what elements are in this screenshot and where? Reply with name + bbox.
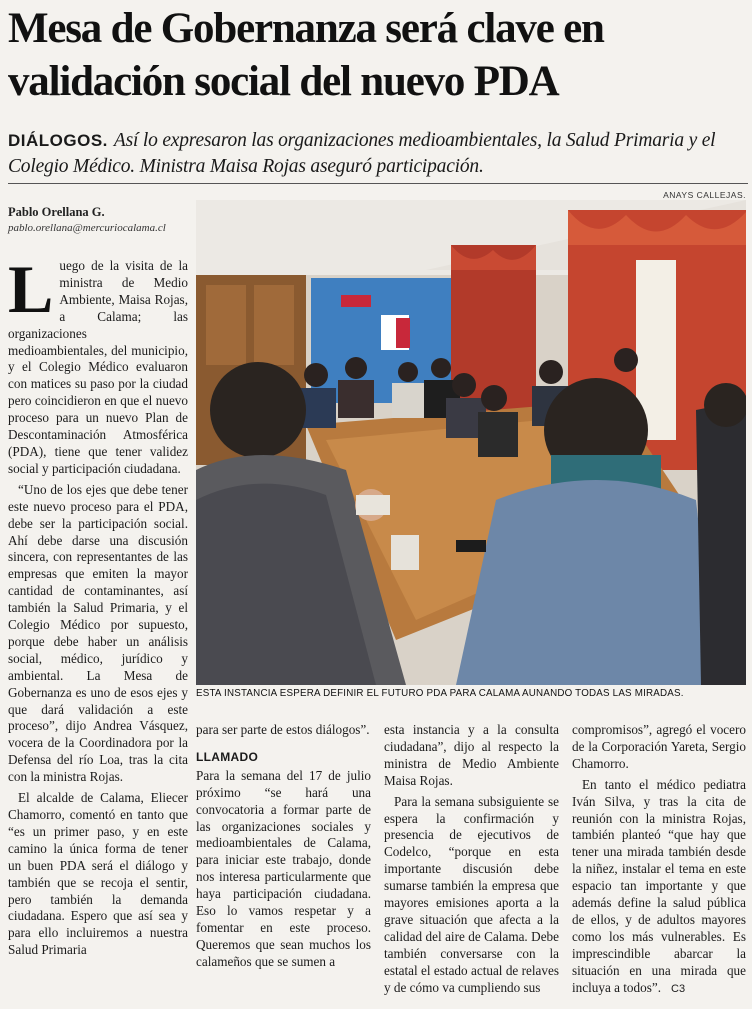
article-paragraph: compromisos”, agregó el vocero de la Corporación Yareta, Sergio Chamorro. — [572, 722, 746, 771]
article-paragraph — [8, 251, 188, 478]
article-column-2 — [196, 722, 371, 975]
headline-line-1: Mesa de Gobernanza será clave en — [8, 5, 604, 52]
article-paragraph-text: En tanto el médico pediatra Iván Silva, y tras la cita de reunión con la ministra Rojas, también planteó “que hay que tener una mirada también desde la niñez, instalar el tema en este espacio tan importante y que además define la salud pública de ellos, y de adultos mayores como los más vulnerables. Es imprescindible abarcar la situación en una mirada que incluya a todos”. — [572, 776, 746, 995]
subhead: LLAMADO — [196, 749, 259, 764]
photo-caption: ESTA INSTANCIA ESPERA DEFINIR EL FUTURO PDA PARA CALAMA AUNANDO TODAS LAS MIRADAS. — [196, 688, 684, 699]
article-paragraph: Para la semana subsiguiente se espera la confirmación y presencia de ejecutivos de Codelco, “porque en esta importante discusión debe sumarse también la empresa que mayores emisiones aporta a la grave situación que afecta a la calidad del aire de Calama. Debe también conversarse con la estatal el estado actual de relaves y de cómo va cumpliendo sus — [384, 793, 559, 995]
article-paragraph-text: uego de la visita de la ministra de Medio Ambiente, Maisa Rojas, a Calama; las organizaciones medioambientales, del municipio, y el Colegio Médico evaluaron con matices su paso por la ciudad pero coincidieron en que el nuevo proceso para un nuevo Plan de Descontaminación Atmosférica (PDA), tiene que tener validez social y participación ciudadana. — [8, 258, 188, 476]
meeting-photo-illustration — [196, 200, 746, 685]
article-paragraph: para ser parte de estos diálogos”. — [196, 722, 370, 737]
drop-cap: L — [8, 251, 54, 327]
article-paragraph: “Uno de los ejes que debe tener este nuevo proceso para el PDA, debe ser la participación social. Ahí debe darse una discusión sincera, con representantes de las empresas que emiten la mayor cantidad de contaminantes, así también la Salud Primaria, y el Colegio Médico por supuesto, porque debe haber un análisis social, médico, jurídico y ambiental. La Mesa de Gobernanza es uno de esos ejes y que dará validación a este proceso”, dijo Andrea Vásquez, vocera de la Coordinadora por la Defensa del río Loa, tras la cita con la ministra Rojas. — [8, 481, 188, 785]
deck-kicker: DIÁLOGOS. — [8, 131, 108, 150]
article-column-4 — [572, 722, 746, 1002]
author-name: Pablo Orellana G. — [8, 205, 105, 219]
article-column-3 — [384, 722, 559, 1001]
article-paragraph: Para la semana del 17 de julio próximo “se hará una convocatoria a formar parte de las organizaciones sociales y medioambientales de Calama, para iniciar este trabajo, donde nos interesa particularmente que haya participación ciudadana. Eso lo vamos respetar y a fomentar en este proceso. Queremos que sean muchos los calameños que se sumen a — [196, 767, 371, 969]
deck-text: Así lo expresaron las organizaciones medioambientales, la Salud Primaria y el Colegio Médico. Ministra Maisa Rojas aseguró participación. — [8, 130, 716, 177]
article-paragraph: El alcalde de Calama, Eliecer Chamorro, comentó en tanto que “es un primer paso, y en este camino la única forma de tener un buen PDA será el diálogo y también que se recoja el sentir, pero también la demanda ciudadana. Espero que así sea y para ello incluiremos a nuestra Salud Primaria — [8, 790, 188, 958]
article-paragraph — [572, 777, 746, 998]
photo-credit: ANAYS CALLEJAS. — [663, 190, 746, 200]
meeting-photo — [196, 200, 746, 685]
article-column-1 — [8, 251, 188, 963]
deck — [8, 128, 748, 180]
headline — [8, 2, 748, 108]
author-email: pablo.orellana@mercuriocalama.cl — [8, 222, 166, 234]
headline-line-2: validación social del nuevo PDA — [8, 58, 559, 105]
end-mark: C3 — [671, 982, 686, 995]
deck-rule — [8, 183, 748, 184]
article-paragraph: esta instancia y a la consulta ciudadana”, dijo al respecto la ministra de Medio Ambiente Maisa Rojas. — [384, 722, 559, 788]
